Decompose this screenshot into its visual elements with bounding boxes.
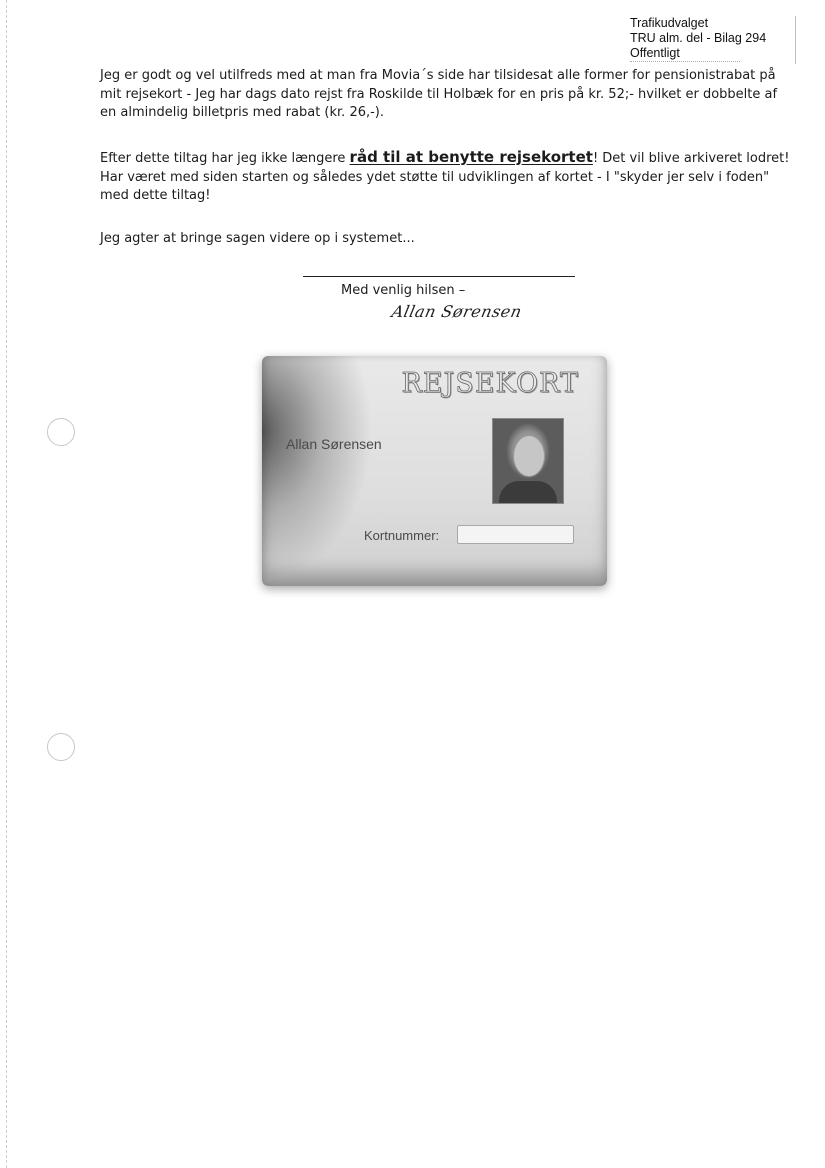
letter-paragraph-1: Jeg er godt og vel utilfreds med at man fra Movia´s side har tilsidesat alle former for pensionistrabat på mit rejsekort - Jeg har dags dato rejst fra Roskilde til Holbæk for en pris på kr. 52;- hvilket er dobbelte af en almindelig billetpris med rabat (kr. 26,-). <box>100 68 778 120</box>
signature-rule <box>303 276 575 277</box>
card-title: REJSEKORT <box>401 368 579 399</box>
header-status: Offentligt <box>630 46 740 62</box>
card-photo <box>492 418 564 504</box>
photo-shoulders <box>499 481 557 503</box>
punch-hole-top <box>47 418 75 446</box>
card-holder-name: Allan Sørensen <box>286 436 382 452</box>
page-edge <box>6 0 7 1168</box>
paragraph-2-intro: Efter dette tiltag har jeg ikke længere <box>100 151 350 166</box>
paragraph-2-emphasis: råd til at benytte rejsekortet <box>349 148 593 166</box>
header-rule <box>795 16 796 64</box>
photo-face <box>513 435 545 477</box>
header-reference: TRU alm. del - Bilag 294 <box>630 31 767 45</box>
card-number-label: Kortnummer: <box>364 528 440 543</box>
rejsekort-card-image <box>262 356 607 586</box>
letter-paragraph-3: Jeg agter at bringe sagen videre op i systemet... <box>100 231 415 246</box>
handwritten-signature: Allan Sørensen <box>389 302 524 321</box>
closing-greeting: Med venlig hilsen – <box>341 283 466 298</box>
letter-paragraph-2 <box>100 148 790 206</box>
card-number-field <box>457 525 574 544</box>
paragraph-2-rest: ! Det vil blive arkiveret lodret! Har været med siden starten og således ydet støtte til udviklingen af kortet - I "skyder jer selv i foden" med dette tiltag! <box>100 151 790 203</box>
header-committee: Trafikudvalget <box>630 16 709 30</box>
document-header <box>630 16 800 62</box>
punch-hole-bottom <box>47 733 75 761</box>
